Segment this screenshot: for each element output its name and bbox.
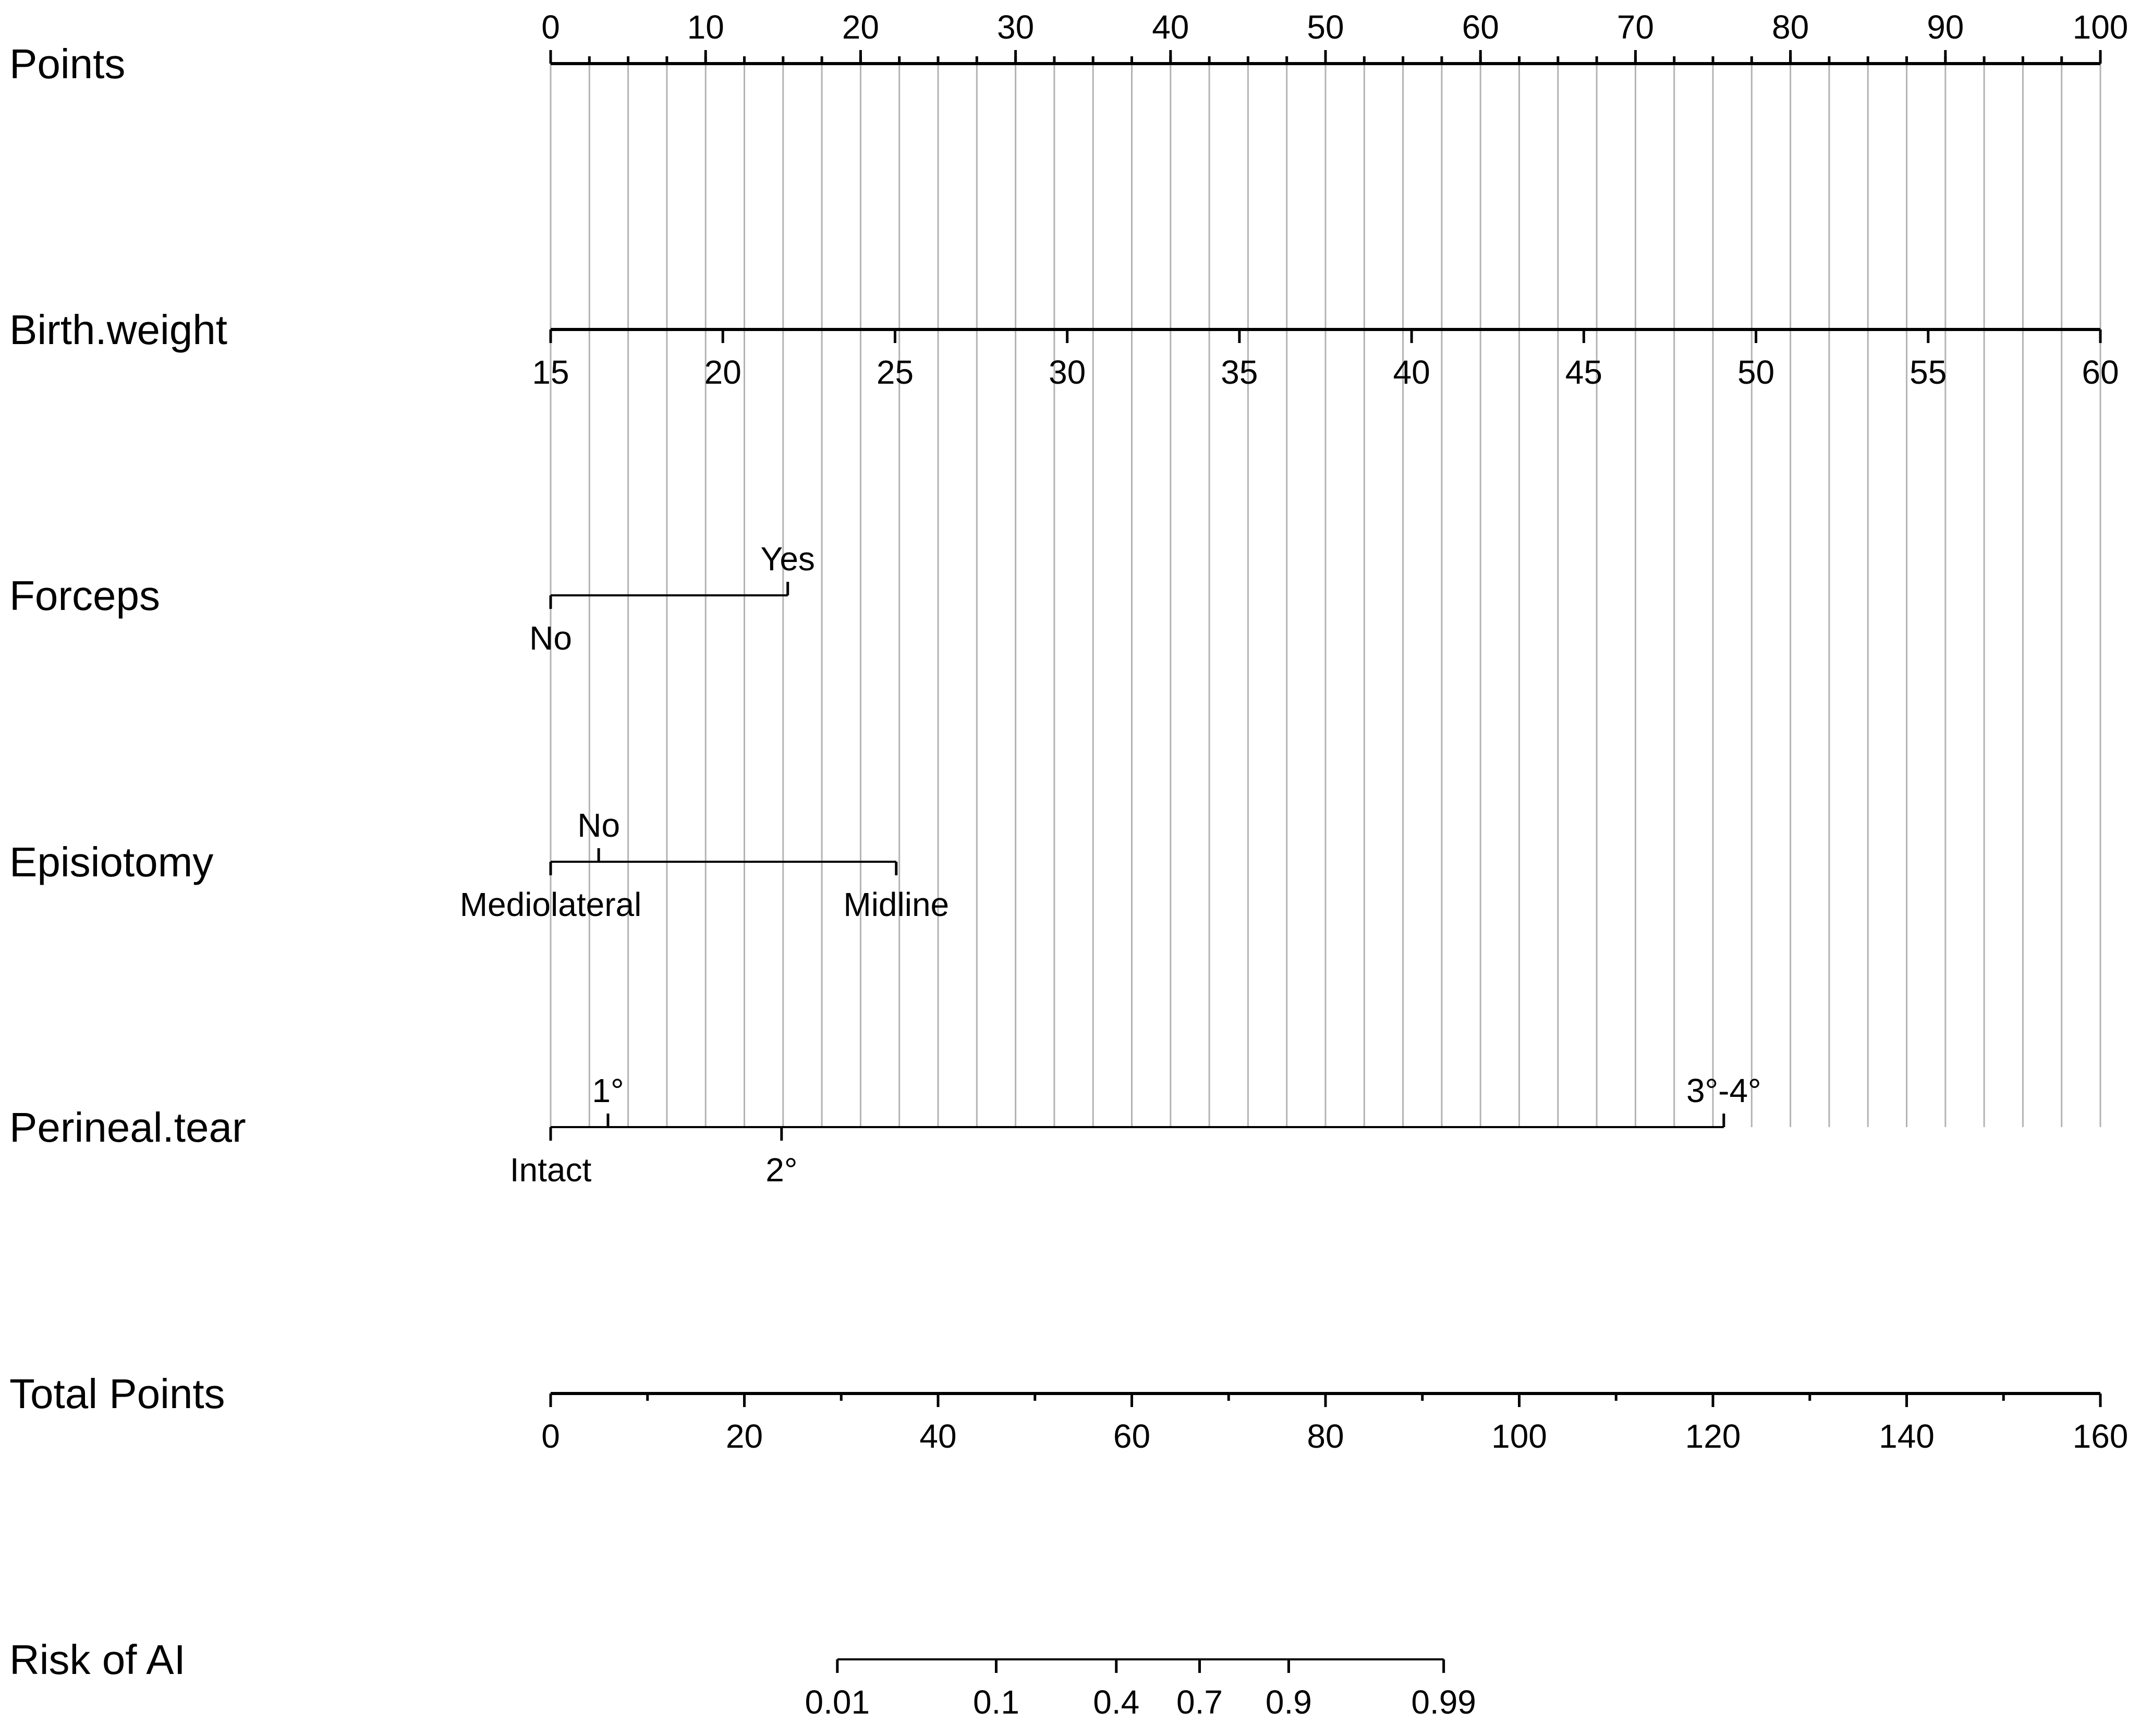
points-tick-label: 80: [1772, 8, 1809, 46]
forceps-level-yes: Yes: [760, 540, 815, 578]
row-label-risk-of-ai: Risk of AI: [9, 1636, 186, 1683]
birth-weight-tick-label: 20: [704, 353, 741, 391]
forceps-level-no: No: [529, 619, 572, 657]
row-label-perineal-tear: Perineal.tear: [9, 1104, 246, 1151]
birth-weight-tick-label: 50: [1737, 353, 1775, 391]
birth-weight-tick-label: 55: [1910, 353, 1947, 391]
points-tick-label: 60: [1462, 8, 1499, 46]
row-label-forceps: Forceps: [9, 572, 160, 619]
birth-weight-tick-label: 35: [1221, 353, 1258, 391]
perineal-tear-level-1: 1°: [592, 1072, 624, 1109]
birth-weight-tick-label: 25: [876, 353, 914, 391]
total-points-tick-label: 100: [1491, 1417, 1547, 1455]
points-tick-label: 100: [2072, 8, 2129, 46]
risk-of-ai-tick-label: 0.01: [805, 1683, 870, 1721]
episiotomy-level-midline: Midline: [843, 886, 950, 923]
perineal-tear-level-3-4: 3°-4°: [1686, 1072, 1761, 1109]
total-points-tick-label: 40: [919, 1417, 957, 1455]
points-tick-label: 20: [842, 8, 879, 46]
birth-weight-tick-label: 40: [1393, 353, 1430, 391]
points-tick-label: 40: [1152, 8, 1189, 46]
birth-weight-tick-label: 15: [532, 353, 569, 391]
points-tick-label: 50: [1307, 8, 1344, 46]
total-points-tick-label: 140: [1879, 1417, 1935, 1455]
row-label-episiotomy: Episiotomy: [9, 839, 214, 885]
nomogram-rows: [9, 8, 2128, 1721]
risk-of-ai-tick-label: 0.1: [972, 1683, 1019, 1721]
birth-weight-tick-label: 30: [1049, 353, 1086, 391]
risk-of-ai-tick-label: 0.7: [1176, 1683, 1223, 1721]
points-tick-label: 30: [997, 8, 1035, 46]
points-tick-label: 10: [687, 8, 724, 46]
points-tick-label: 90: [1927, 8, 1964, 46]
risk-of-ai-tick-label: 0.99: [1411, 1683, 1476, 1721]
total-points-tick-label: 20: [725, 1417, 763, 1455]
birth-weight-tick-label: 60: [2082, 353, 2119, 391]
total-points-tick-label: 0: [541, 1417, 560, 1455]
row-label-total-points: Total Points: [9, 1371, 225, 1417]
row-label-birth-weight: Birth.weight: [9, 307, 227, 353]
episiotomy-level-no: No: [577, 806, 621, 844]
total-points-tick-label: 60: [1113, 1417, 1151, 1455]
points-tick-label: 70: [1616, 8, 1654, 46]
episiotomy-level-mediolateral: Mediolateral: [459, 886, 642, 923]
perineal-tear-level-2: 2°: [765, 1151, 798, 1189]
total-points-tick-label: 160: [2072, 1417, 2129, 1455]
total-points-tick-label: 80: [1307, 1417, 1344, 1455]
row-label-points: Points: [9, 41, 126, 87]
points-tick-label: 0: [541, 8, 560, 46]
risk-of-ai-tick-label: 0.9: [1265, 1683, 1312, 1721]
total-points-tick-label: 120: [1685, 1417, 1741, 1455]
perineal-tear-level-intact: Intact: [509, 1151, 592, 1189]
risk-of-ai-tick-label: 0.4: [1093, 1683, 1140, 1721]
birth-weight-tick-label: 45: [1565, 353, 1602, 391]
